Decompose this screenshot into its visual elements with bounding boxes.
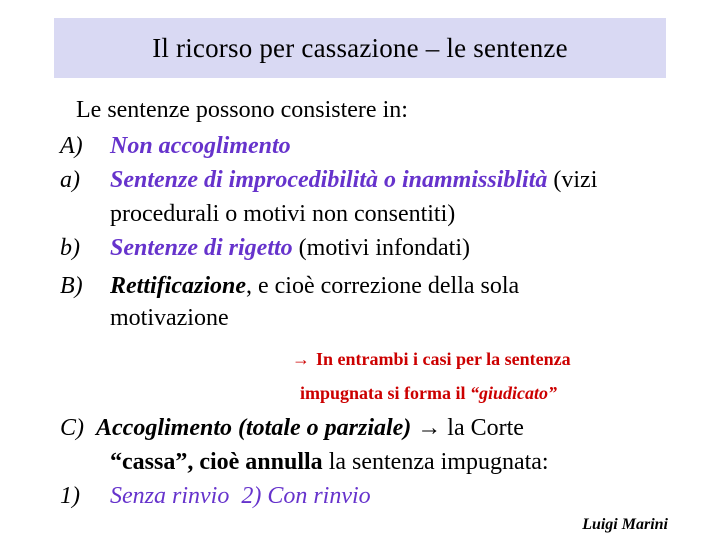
list-item-detail-continued (110, 448, 549, 476)
title-box (54, 18, 666, 78)
note-text: In entrambi i casi per la sentenza (316, 349, 571, 369)
list-marker: C) (60, 415, 84, 441)
list-item-detail: , e cioè correzione della sola (245, 273, 520, 299)
note-emphasis: “giudicato” (470, 383, 558, 403)
list-item-label: Non accoglimento (110, 133, 291, 159)
list-item-line (110, 166, 597, 194)
list-item-detail: (motivi infondati) (298, 235, 470, 261)
list-item-line (60, 414, 524, 442)
list-item-label: Sentenze di rigetto (110, 235, 293, 261)
list-marker: B) (60, 273, 83, 299)
emphasis-text: “cassa”, cioè annulla (110, 449, 323, 475)
list-item-detail-continued: procedurali o motivi non consentiti) (110, 201, 456, 227)
list-item-detail: la Corte (447, 415, 524, 441)
author-signature: Luigi Marini (582, 516, 668, 533)
list-item-label: Sentenze di improcedibilità o inammissiblità (110, 167, 548, 193)
list-marker: b) (60, 235, 80, 261)
slide-title: Il ricorso per cassazione – le sentenze (152, 32, 568, 63)
list-item-detail-continued: motivazione (110, 305, 229, 331)
arrow-right-icon: → (292, 349, 310, 369)
note-line-2 (300, 381, 557, 405)
list-item-label: Senza rinvio 2) Con rinvio (110, 483, 371, 509)
list-marker: 1) (60, 483, 80, 509)
list-item-label: Rettificazione (110, 273, 246, 299)
intro-text: Le sentenze possono consistere in: (76, 97, 408, 123)
arrow-right-icon: → (417, 415, 442, 441)
list-item-detail: (vizi (553, 167, 598, 193)
list-item-label: Accoglimento (totale o parziale) (96, 415, 412, 441)
list-item-line (110, 234, 470, 262)
list-marker: A) (60, 133, 83, 159)
note-text: impugnata si forma il (300, 383, 471, 403)
list-item-line (110, 272, 519, 300)
note-line-1 (292, 347, 571, 371)
plain-text: la sentenza impugnata: (328, 449, 549, 475)
list-marker: a) (60, 167, 80, 193)
